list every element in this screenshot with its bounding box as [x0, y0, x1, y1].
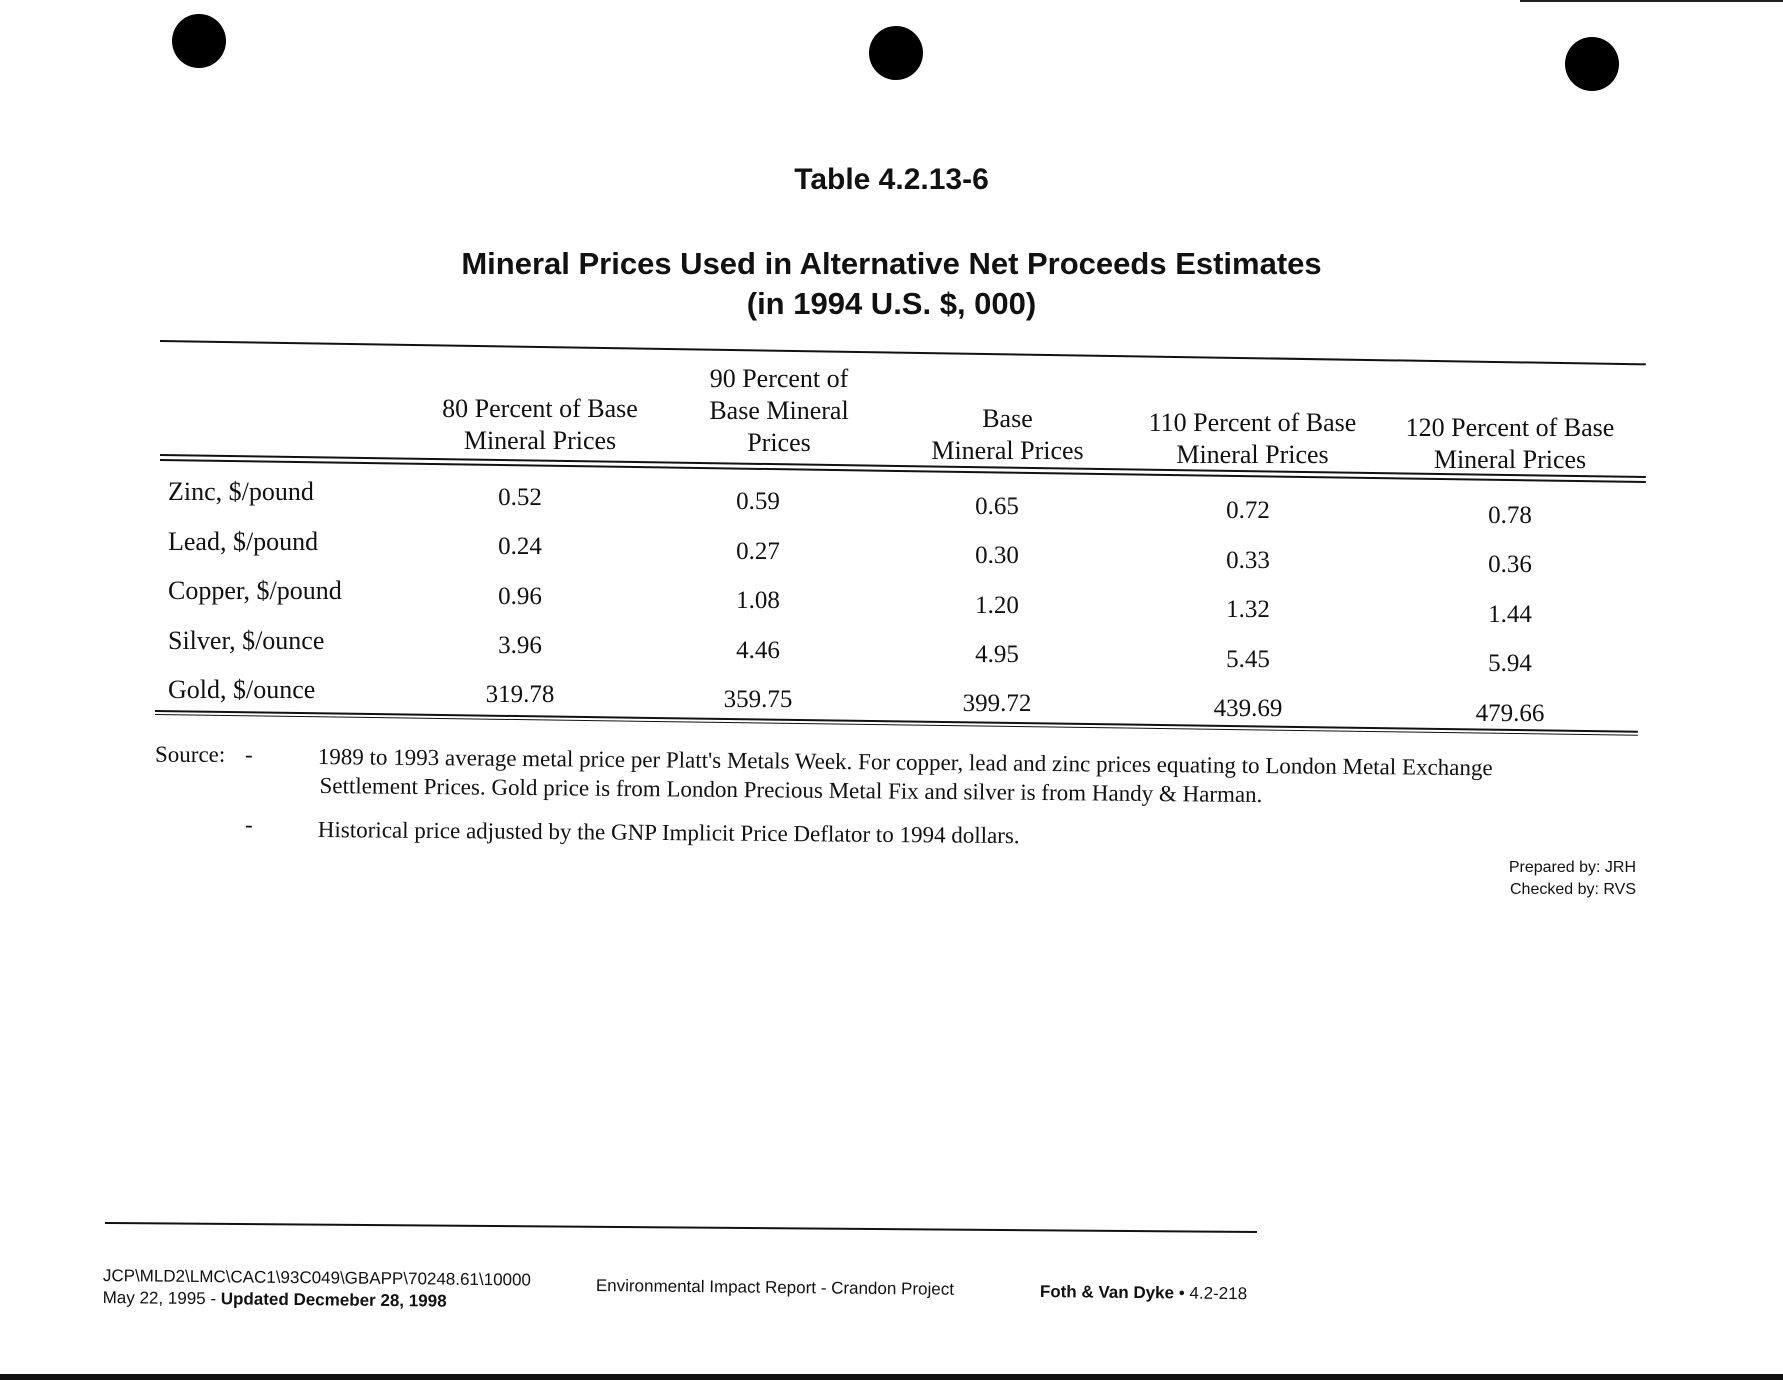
table-cell: 439.69 — [1213, 695, 1283, 722]
punch-hole-left — [172, 14, 226, 68]
source-dash-1: - — [245, 742, 253, 767]
table-cell: 4.46 — [736, 637, 780, 664]
footer-date-original: May 22, 1995 - — [102, 1287, 221, 1309]
checked-by: Checked by: RVS — [1510, 881, 1636, 898]
footer-report-title: Environmental Impact Report - Crandon Project — [595, 1276, 955, 1299]
row-label-silver: Silver, $/ounce — [168, 626, 325, 655]
table-cell: 4.95 — [975, 641, 1019, 668]
scan-edge-top — [1520, 0, 1783, 2]
source-note-2: Historical price adjusted by the GNP Implicit Price Deflator to 1994 dollars. — [317, 816, 1020, 849]
footer-company: Foth & Van Dyke — [1039, 1282, 1175, 1303]
table-cell: 0.52 — [498, 484, 542, 511]
footer-bullet: • — [1178, 1283, 1185, 1303]
table-cell: 0.24 — [498, 533, 542, 560]
column-header-120-percent: 120 Percent of Base Mineral Prices — [1405, 413, 1615, 474]
table-cell: 0.78 — [1488, 502, 1532, 529]
table-cell: 359.75 — [723, 686, 793, 713]
source-note-1-line-1: 1989 to 1993 average metal price per Platt's Metals Week. For copper, lead and zinc prices equating to London Metal Exchange — [317, 743, 1493, 781]
table-cell: 1.08 — [736, 587, 780, 614]
scan-edge-bottom — [0, 1374, 1783, 1380]
column-header-90-percent: 90 Percent of Base Mineral Prices — [709, 364, 849, 457]
table-cell: 319.78 — [485, 681, 555, 708]
table-cell: 5.94 — [1488, 650, 1532, 677]
row-label-lead: Lead, $/pound — [168, 527, 319, 556]
signoff — [1509, 857, 1636, 901]
source-note-1 — [317, 742, 1627, 813]
column-header-base: Base Mineral Prices — [931, 404, 1084, 465]
footer-date — [103, 1287, 531, 1313]
punch-hole-center — [869, 26, 923, 80]
table-cell: 0.30 — [975, 542, 1019, 569]
footer-right — [1040, 1281, 1247, 1305]
column-header-110-percent: 110 Percent of Base Mineral Prices — [1148, 408, 1357, 469]
footer-page-number: 4.2-218 — [1189, 1283, 1248, 1304]
title-line-1: Mineral Prices Used in Alternative Net Proceeds Estimates — [461, 246, 1322, 281]
table-cell: 1.20 — [975, 592, 1019, 619]
column-header-80-percent: 80 Percent of Base Mineral Prices — [442, 394, 638, 455]
footer-rule — [105, 1222, 1257, 1233]
source-dash-2: - — [245, 812, 253, 837]
footer-date-updated: Updated Decmeber 28, 1998 — [220, 1289, 447, 1311]
table-cell: 0.36 — [1488, 551, 1532, 578]
footer-left — [103, 1265, 532, 1313]
source-note-1-line-2: Settlement Prices. Gold price is from London Precious Metal Fix and silver is from Handy & Harman. — [319, 773, 1263, 808]
table-cell: 5.45 — [1226, 646, 1270, 673]
table-cell: 0.33 — [1226, 547, 1270, 574]
row-label-zinc: Zinc, $/pound — [168, 477, 314, 506]
table-number: Table 4.2.13-6 — [794, 163, 989, 196]
row-label-gold: Gold, $/ounce — [168, 675, 316, 704]
table-cell: 1.44 — [1488, 601, 1532, 628]
table-top-rule — [160, 340, 1646, 365]
table-cell: 3.96 — [498, 632, 542, 659]
table-cell: 0.72 — [1226, 497, 1270, 524]
table-cell: 0.27 — [736, 538, 780, 565]
table-title — [0, 244, 1783, 324]
footer-file-path: JCP\MLD2\LMC\CAC1\93C049\GBAPP\70248.61\10000 — [102, 1266, 532, 1290]
row-label-copper: Copper, $/pound — [168, 576, 342, 605]
source-label: Source: — [155, 742, 226, 767]
prepared-by: Prepared by: JRH — [1508, 859, 1636, 876]
table-cell: 1.32 — [1226, 596, 1270, 623]
table-cell: 479.66 — [1475, 700, 1545, 727]
table-cell: 0.65 — [975, 493, 1019, 520]
title-line-2: (in 1994 U.S. $, 000) — [746, 286, 1037, 321]
punch-hole-right — [1565, 37, 1619, 91]
table-cell: 399.72 — [962, 690, 1032, 717]
table-cell: 0.59 — [736, 488, 780, 515]
table-cell: 0.96 — [498, 583, 542, 610]
